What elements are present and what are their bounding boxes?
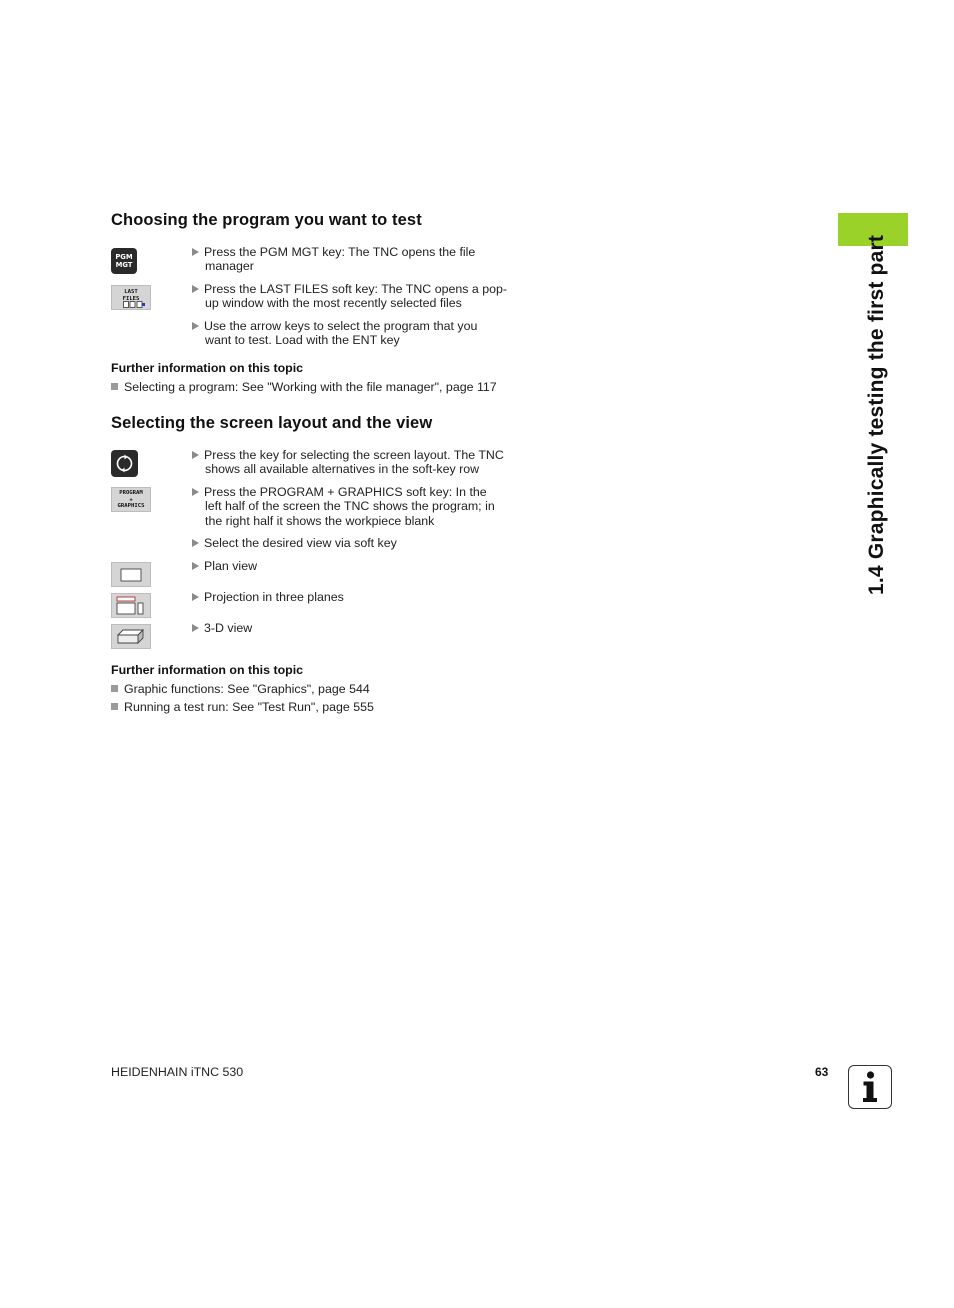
bullet-text: Running a test run: See "Test Run", page 555 <box>124 700 374 714</box>
chapter-side-title: 1.4 Graphically testing the first part <box>865 234 888 595</box>
key-label: MGT <box>115 261 133 269</box>
step-plan-view <box>192 559 512 573</box>
step-text: Press the key for selecting the screen layout. The TNC <box>204 448 504 462</box>
bullet-text: Graphic functions: See "Graphics", page 544 <box>124 682 370 696</box>
key-label: + <box>129 496 133 503</box>
files-glyph-icon <box>123 301 145 309</box>
step-program-graphics <box>192 485 512 528</box>
plan-view-softkey-icon <box>111 562 151 587</box>
further-info-item <box>111 700 374 714</box>
section-heading-choosing-program: Choosing the program you want to test <box>111 211 422 229</box>
section-heading-screen-layout: Selecting the screen layout and the view <box>111 414 433 432</box>
step-text: Select the desired view via soft key <box>204 536 397 550</box>
footer-product: HEIDENHAIN iTNC 530 <box>111 1065 244 1079</box>
step-text: 3-D view <box>204 621 253 635</box>
step-screen-layout <box>192 448 512 477</box>
step-arrow-keys <box>192 319 512 348</box>
further-info-heading: Further information on this topic <box>111 361 304 375</box>
step-last-files <box>192 282 512 311</box>
bullet-square-icon <box>111 703 118 710</box>
step-text: up window with the most recently selected files <box>205 296 462 311</box>
key-label: FILES <box>122 295 140 302</box>
info-icon <box>848 1065 892 1109</box>
bullet-square-icon <box>111 685 118 692</box>
bullet-text: Selecting a program: See "Working with the file manager", page 117 <box>124 380 497 394</box>
arrow-icon <box>192 624 199 632</box>
page-number: 63 <box>815 1065 829 1079</box>
step-text: Press the LAST FILES soft key: The TNC opens a pop- <box>204 282 508 296</box>
bullet-square-icon <box>111 383 118 390</box>
further-info-heading: Further information on this topic <box>111 663 304 677</box>
step-text: Press the PGM MGT key: The TNC opens the file <box>204 245 476 259</box>
further-info-item <box>111 380 497 394</box>
last-files-softkey-icon <box>111 285 151 310</box>
key-label: PGM <box>115 253 133 261</box>
step-text: Projection in three planes <box>204 590 344 604</box>
further-info-item <box>111 682 370 696</box>
step-text: Use the arrow keys to select the program that you <box>204 319 478 333</box>
step-3d-view <box>192 621 512 635</box>
step-select-view <box>192 536 512 550</box>
step-text: Plan view <box>204 559 258 573</box>
3d-view-softkey-icon <box>111 624 151 649</box>
info-glyph-icon <box>849 1066 890 1107</box>
step-text: want to test. Load with the ENT key <box>205 333 400 348</box>
arrow-icon <box>192 488 199 496</box>
arrow-icon <box>192 562 199 570</box>
arrow-icon <box>192 451 199 459</box>
arrow-icon <box>192 322 199 330</box>
step-text: left half of the screen the TNC shows the program; in <box>205 499 495 514</box>
arrow-icon <box>192 539 199 547</box>
step-text: manager <box>205 259 254 274</box>
step-text: the right half it shows the workpiece blank <box>205 513 435 528</box>
step-text: Press the PROGRAM + GRAPHICS soft key: In the <box>204 485 487 499</box>
step-three-planes <box>192 590 512 604</box>
arrow-icon <box>192 248 199 256</box>
program-graphics-softkey-icon <box>111 487 151 512</box>
key-label: PROGRAM <box>119 490 143 496</box>
arrow-icon <box>192 593 199 601</box>
arrow-icon <box>192 285 199 293</box>
step-pgm-mgt <box>192 245 512 274</box>
three-planes-softkey-icon <box>111 593 151 618</box>
step-text: shows all available alternatives in the soft-key row <box>205 462 480 477</box>
screen-layout-key-icon <box>111 450 138 477</box>
key-label: LAST <box>124 289 138 295</box>
pgm-mgt-key-icon <box>111 248 137 274</box>
key-label: GRAPHICS <box>117 503 145 510</box>
